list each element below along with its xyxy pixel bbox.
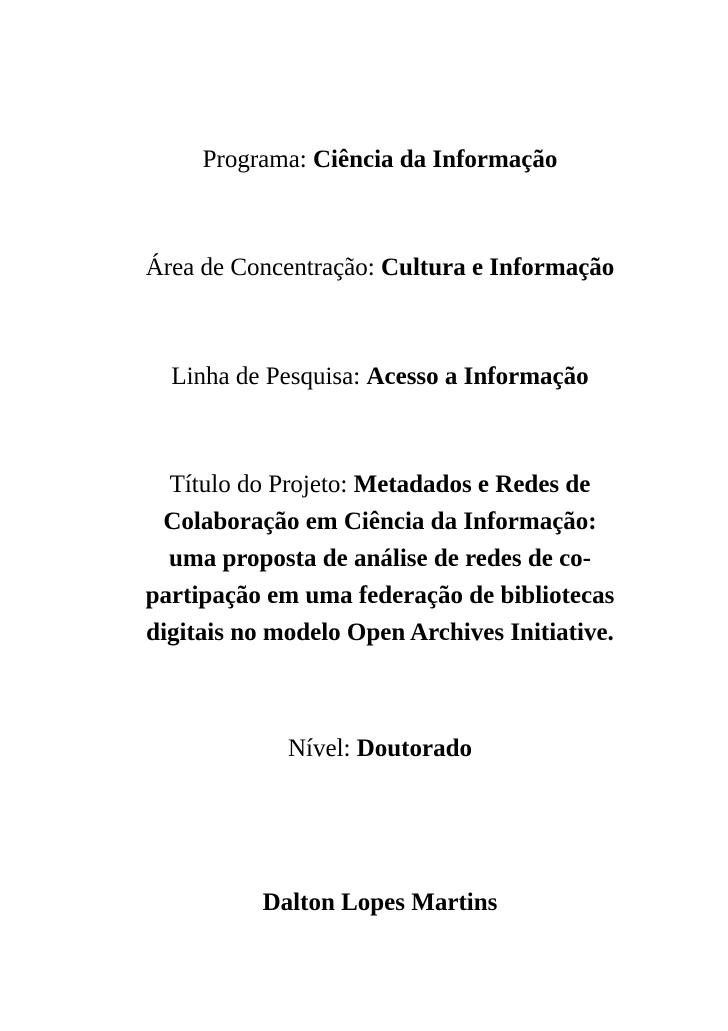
project-title-row-3 bbox=[96, 540, 664, 577]
author-name: Dalton Lopes Martins bbox=[262, 889, 498, 916]
program-value: Ciência da Informação bbox=[312, 146, 558, 173]
project-title-block bbox=[96, 466, 664, 651]
project-title-text-2: Colaboração em Ciência da Informação: bbox=[163, 508, 597, 535]
research-line-value: Acesso a Informação bbox=[366, 363, 589, 390]
project-title-row-1 bbox=[96, 466, 664, 503]
project-title-label: Título do Projeto: bbox=[169, 471, 354, 498]
project-title-text-3: uma proposta de análise de redes de co- bbox=[169, 545, 591, 572]
concentration-area-value: Cultura e Informação bbox=[380, 254, 615, 281]
concentration-area-label: Área de Concentração: bbox=[145, 254, 381, 281]
project-title-row-4 bbox=[96, 577, 664, 614]
concentration-area-line bbox=[96, 249, 664, 286]
program-label: Programa: bbox=[202, 146, 313, 173]
level-value: Doutorado bbox=[356, 735, 473, 762]
program-line bbox=[96, 141, 664, 178]
project-title-text-1: Metadados e Redes de bbox=[353, 471, 591, 498]
research-line bbox=[96, 358, 664, 395]
level-line bbox=[96, 730, 664, 767]
project-title-row-2 bbox=[96, 503, 664, 540]
project-title-text-4: partipação em uma federação de bibliotecas bbox=[145, 582, 615, 609]
author-line bbox=[96, 884, 664, 921]
research-line-label: Linha de Pesquisa: bbox=[171, 363, 367, 390]
project-title-text-5: digitais no modelo Open Archives Initiative. bbox=[146, 619, 614, 646]
project-title-row-5 bbox=[96, 614, 664, 651]
level-label: Nível: bbox=[287, 735, 357, 762]
